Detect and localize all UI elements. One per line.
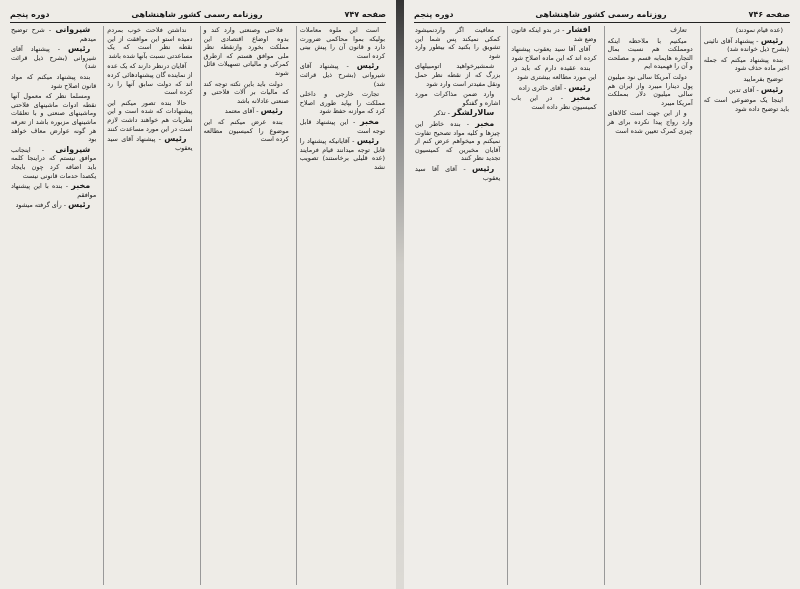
speaker-name: رئیس <box>760 84 783 94</box>
paragraph-text: تعارف <box>670 26 687 34</box>
paragraph-text: (عده قیام نمودند) <box>735 26 783 34</box>
speaker-name: رئیس <box>68 44 91 54</box>
text-column <box>200 26 292 585</box>
speaker-name: رئیس <box>356 136 379 146</box>
speaker-name: رئیس <box>164 134 187 144</box>
paragraph-text: آقایان درنظر دارند که یک عده از نماینده گان پیشنهادهائی کرده اند که دولت سابق آنها را رد کرده است <box>107 62 193 97</box>
paragraph-text: - آقای آقا سید یعقوب <box>415 164 501 182</box>
paragraph-text: - آقای معتمد <box>224 107 259 116</box>
paragraph-text: - آقای حائری زاده <box>518 83 567 92</box>
newspaper-title: روزنامه رسمی کشور شاهنشاهی <box>535 9 667 19</box>
paragraph-text: است این ملوه معاملات بولیکه بموا محاکمی ضرورت دارد و قانون آن را پیش بینی کرده است <box>299 26 385 60</box>
paragraph-text: اینجا یک موضوعی است که باید توضیح داده شود <box>703 96 789 113</box>
paragraph <box>511 64 596 81</box>
paragraph-text: وارد ضمن مذاکرات مورد اشاره و گفتگو <box>415 90 501 107</box>
paragraph <box>608 37 693 71</box>
paragraph-text: - پیشنهاد آقای شیروانی (بشرح ذیل قرائت شد) <box>299 62 385 88</box>
speaker-name: شیروانی <box>55 26 91 34</box>
paragraph <box>415 62 500 88</box>
paragraph-text: توضیح بفرمایید <box>743 74 783 83</box>
paragraph <box>704 96 789 113</box>
speaker-name: رئیس <box>568 82 591 92</box>
paragraph <box>415 26 500 60</box>
paragraph-text: - این پیشنهاد قابل توجه است <box>299 117 385 135</box>
paragraph <box>107 62 192 96</box>
page-header <box>10 6 386 23</box>
speaker-name: سالارلشگر <box>452 108 495 118</box>
paragraph <box>204 107 289 116</box>
paragraph <box>415 165 500 182</box>
paragraph <box>608 26 693 35</box>
paragraph <box>107 26 192 60</box>
text-column <box>700 26 792 585</box>
page-header <box>414 6 790 23</box>
paragraph-text: نداشتن فلاحت خوب بمردم دمیده استو این موافقت از این نقطه نظر است که یک مساعدتی نسبت بآنها شده باشد <box>107 26 193 60</box>
paragraph <box>300 118 385 135</box>
paragraph <box>204 118 289 144</box>
paragraph <box>704 86 789 95</box>
paragraph-text: حالا بنده تصور میکنم این پیشنهادات که شده است و این نظریات هم خواهند داشت لازم است در این مورد مساعدت کنند <box>107 98 193 133</box>
paragraph <box>704 26 789 35</box>
paragraph-text: معافیت اگر واردنمیشود کمکی نمیکند پس شما این تشویق را بکنید که بیطور وارد شود <box>415 26 501 60</box>
text-column <box>604 26 696 585</box>
paragraph-text: بنده عقیده دارم که باید در این مورد مطالعه بیشتری شود <box>511 64 597 81</box>
paragraph-text: - پیشنهاد آقای سید یعقوب <box>107 135 193 152</box>
paragraph <box>11 26 96 43</box>
speaker-name: رئیس <box>472 163 495 173</box>
paragraph-text: - رأی گرفته میشود <box>15 201 67 210</box>
paragraph <box>11 182 96 199</box>
session-label: دوره پنجم <box>414 9 454 19</box>
session-label: دوره پنجم <box>10 9 50 19</box>
speaker-name: رئیس <box>68 200 91 210</box>
speaker-name: رئیس <box>260 106 283 116</box>
paragraph <box>511 94 596 111</box>
paragraph-text: فلاحتی وصنعتی وارد کند و بدوه اوضاع اقتصادی این مملکت بخورد وازنقطه نظر ملی موافق هستم که ازطرق کمرکی و مالیاتی تسهیلات قائل شوند <box>203 26 289 77</box>
paragraph-text: - آقای تدین <box>728 85 759 94</box>
paragraph-text: ومسلما نظر که معمول آنها نقطه ادوات ماشینهای فلاحتی وماشینهای صنعتی و با تعلقات ماشینهای مزبوره باشد از تعرفه هر گونه عوارض معاف خواهد بود <box>11 92 97 144</box>
paragraph-text: - در بدو اینکه قانون وضع شد <box>511 26 597 43</box>
paragraph-text: دولت باید باین نکته توجه کند که مالیات بر آلات فلاحتی و صنعتی عادلانه باشد <box>203 79 289 105</box>
text-columns <box>8 26 388 585</box>
paragraph-text: آقای آقا سید یعقوب پیشنهاد کرده اند که این ماده اصلاح شود <box>511 45 597 62</box>
paragraph-text: - اینجانب موافق نیستم که دراینجا کلمه باید اضافه کرد چون بایجاد یکصدا حدمات قانونی نیست <box>11 145 97 180</box>
paragraph <box>204 26 289 78</box>
paragraph <box>511 84 596 93</box>
paragraph-text: شمشیرخواهید اتومبیلهای بزرگ که از نقطه نظر حمل ونقل مفیدتر است وارد شود <box>415 62 501 88</box>
paragraph <box>107 99 192 133</box>
paragraph <box>11 146 96 180</box>
paragraph-text: - بنده خاطر این چیزها و کلیه مواد تصحیح تفاوت نمیکنم و میخواهم عرض کنم از آقایان مخبرین که کمیسیون تجدید نظر کنند <box>415 119 501 163</box>
paragraph-text: بنده پیشنهاد میکنم که جمله اخیر ماده حذف شود <box>703 55 789 73</box>
paragraph <box>11 73 96 90</box>
speaker-name: رئیس <box>356 61 379 71</box>
paragraph-text: - آقایانیکه پیشنهاد را قابل توجه میدانند قیام فرمایند (عده قلیلی برخاستند) تصویب نشد <box>299 137 385 171</box>
newspaper-title: روزنامه رسمی کشور شاهنشاهی <box>131 9 263 19</box>
paragraph-text: میکنیم با ملاحظه اینکه دومملکت هم نسبت بمال التجاره هایمابه قسم و مصلحت و آن را فهمیده ایم <box>607 36 693 71</box>
text-column <box>8 26 99 585</box>
page-fold-shadow <box>396 0 404 589</box>
paragraph-text: - پیشنهاد آقای نائینی (بشرح ذیل خوانده شد) <box>703 36 789 54</box>
paragraph <box>415 120 500 163</box>
left-page <box>0 0 396 589</box>
paragraph-text: بنده پیشنهاد میکنم که مواد قانون اصلاح شود <box>11 72 97 90</box>
speaker-name: مخبر <box>360 116 379 126</box>
speaker-name: مخبر <box>475 118 495 128</box>
text-column <box>296 26 388 585</box>
paragraph <box>11 201 96 210</box>
speaker-name: رئیس <box>760 35 783 45</box>
paragraph-text: - بنده با این پیشنهاد موافقم <box>11 182 97 199</box>
paragraph <box>415 90 500 107</box>
paragraph-text: - پیشنهاد آقای شیروانی (بشرح ذیل قرائت شد) <box>11 45 97 71</box>
speaker-name: افشار <box>566 26 591 34</box>
paragraph-text: بنده عرض میکنم که این موضوع را کمیسیون مطالعه کرده است <box>203 117 289 144</box>
paragraph <box>204 80 289 106</box>
right-page <box>404 0 800 589</box>
paragraph-text: - تذکر <box>433 109 450 118</box>
speaker-name: مخبر <box>571 93 591 103</box>
text-column <box>507 26 599 585</box>
paragraph <box>107 135 192 152</box>
paragraph <box>300 26 385 60</box>
speaker-name: مخبر <box>71 181 91 191</box>
paragraph <box>300 137 385 171</box>
paragraph <box>511 26 596 43</box>
paragraph <box>300 62 385 88</box>
paragraph <box>704 56 789 73</box>
paragraph-text: - شرح توضیح میدهم <box>11 26 97 43</box>
paragraph <box>608 73 693 107</box>
page-number: صفحه ۷۴۷ <box>344 9 386 19</box>
paragraph-text: و از این جهت است کالاهای وارد رواج پیدا نکرده برای هر چیزی کمرک تعیین شده است <box>607 109 693 135</box>
paragraph <box>11 92 96 144</box>
text-column <box>103 26 195 585</box>
paragraph <box>704 37 789 54</box>
paragraph <box>511 45 596 62</box>
text-columns <box>412 26 792 585</box>
paragraph-text: تجارت خارجی و داخلی مملکت را بپاید طوری اصلاح کرد که موازنه حفظ شود <box>299 90 385 116</box>
paragraph <box>704 75 789 84</box>
paragraph <box>608 109 693 135</box>
paragraph <box>300 90 385 116</box>
paragraph <box>11 45 96 71</box>
page-number: صفحه ۷۴۶ <box>748 9 790 19</box>
text-column <box>412 26 503 585</box>
paragraph-text: - در این باب کمیسیون نظر داده است <box>511 94 597 111</box>
paragraph <box>415 109 500 118</box>
paragraph-text: دولت آمریکا سالی نود میلیون پول دینارا میبرد واز ایران هم سالی میلیون دلار بمملکت آمریکا میبرد <box>607 72 693 107</box>
speaker-name: شیروانی <box>55 144 91 154</box>
